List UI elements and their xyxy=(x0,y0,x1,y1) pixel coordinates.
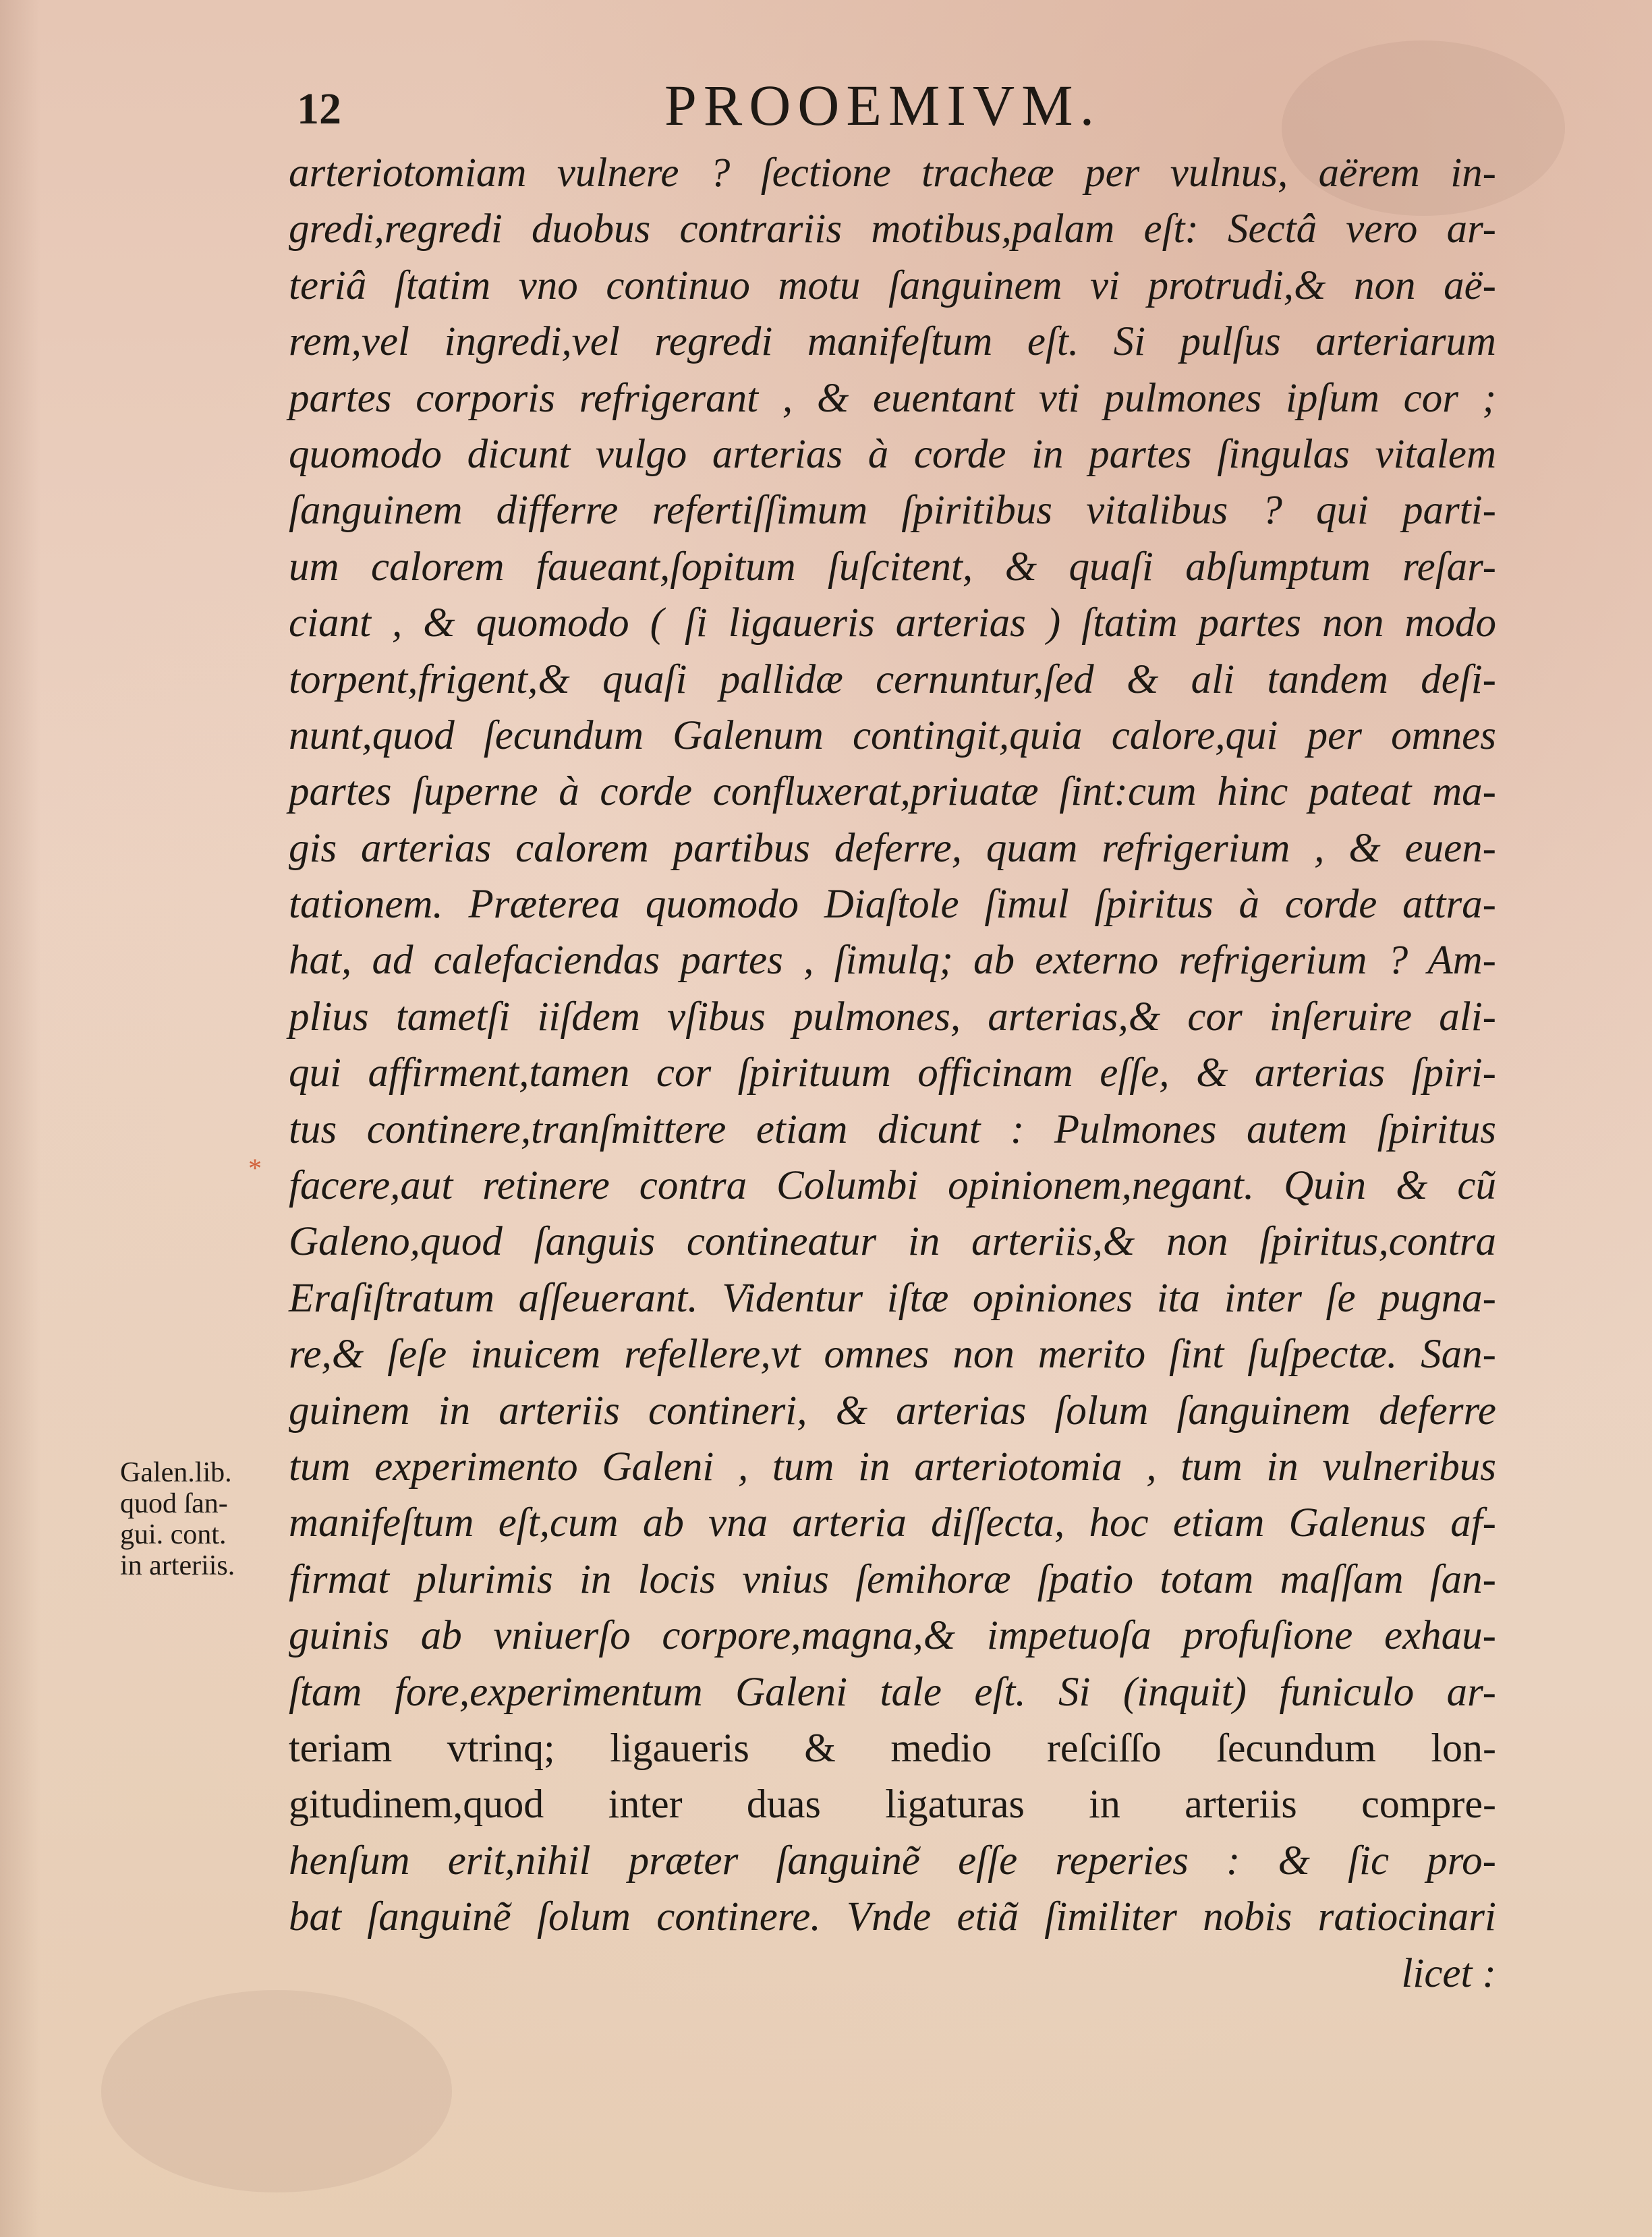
text-line: Eraſiſtratum aſſeuerant. Videntur iſtæ opiniones ita inter ſe pugna- xyxy=(289,1275,1496,1321)
text-line: qui affirment,tamen cor ſpirituum officinam eſſe, & arterias ſpiri- xyxy=(289,1050,1496,1096)
text-line: arteriotomiam vulnere ? ſectione tracheæ per vulnus, aërem in- xyxy=(289,150,1496,196)
text-line: ciant , & quomodo ( ſi ligaueris arterias ) ſtatim partes non modo xyxy=(289,600,1496,646)
page-number: 12 xyxy=(297,84,341,134)
running-head: PROOEMIVM. xyxy=(664,73,1102,138)
text-line: rem,vel ingredi,vel regredi manifeſtum eſt. Si pulſus arteriarum xyxy=(289,319,1496,365)
text-line: teriâ ſtatim vno continuo motu ſanguinem vi protrudi,& non aë- xyxy=(289,262,1496,308)
text-line: torpent,frigent,& quaſi pallidæ cernuntur,ſed & ali tandem deſi- xyxy=(289,656,1496,702)
text-line: ſanguinem differre refertiſſimum ſpiritibus vitalibus ? qui parti- xyxy=(289,488,1496,534)
paper-stain xyxy=(101,1990,452,2192)
text-line: facere,aut retinere contra Columbi opinionem,negant. Quin & cũ xyxy=(289,1163,1496,1209)
text-line: firmat plurimis in locis vnius ſemihoræ ſpatio totam maſſam ſan- xyxy=(289,1556,1496,1602)
marginal-asterisk-mark: * xyxy=(248,1153,262,1183)
text-line: guinis ab vniuerſo corpore,magna,& impetuoſa profuſione exhau- xyxy=(289,1613,1496,1659)
marginal-note-line: in arteriis. xyxy=(120,1550,235,1581)
text-line: um calorem faueant,ſopitum ſuſcitent, & quaſi abſumptum reſar- xyxy=(289,544,1496,590)
gutter-shadow xyxy=(0,0,40,2237)
text-line: partes ſuperne à corde confluxerat,priuatæ ſint:cum hinc pateat ma- xyxy=(289,769,1496,815)
marginal-note-line: gui. cont. xyxy=(120,1519,227,1550)
text-line: ſtam fore,experimentum Galeni tale eſt. Si (inquit) funiculo ar- xyxy=(289,1669,1496,1715)
marginal-note-line: quod ſan- xyxy=(120,1488,228,1519)
text-line: gitudinem,quod inter duas ligaturas in arteriis compre- xyxy=(289,1782,1496,1827)
text-line: re,& ſeſe inuicem refellere,vt omnes non merito ſint ſuſpectæ. San- xyxy=(289,1332,1496,1378)
text-line: Galeno,quod ſanguis contineatur in arteriis,& non ſpiritus,contra xyxy=(289,1219,1496,1265)
text-line: manifeſtum eſt,cum ab vna arteria diſſecta, hoc etiam Galenus af- xyxy=(289,1500,1496,1546)
text-line: hat, ad calefaciendas partes , ſimulq; ab externo refrigerium ? Am- xyxy=(289,938,1496,984)
text-line: henſum erit,nihil præter ſanguinẽ eſſe reperies : & ſic pro- xyxy=(289,1838,1496,1884)
text-line: gis arterias calorem partibus deferre, quam refrigerium , & euen- xyxy=(289,825,1496,871)
text-line: bat ſanguinẽ ſolum continere. Vnde etiã ſimiliter nobis ratiocinari xyxy=(289,1894,1496,1940)
marginal-note xyxy=(120,1457,289,1581)
text-line: nunt,quod ſecundum Galenum contingit,quia calore,qui per omnes xyxy=(289,712,1496,758)
text-line: teriam vtrinq; ligaueris & medio reſciſſo ſecundum lon- xyxy=(289,1725,1496,1770)
text-line: tus continere,tranſmittere etiam dicunt : Pulmones autem ſpiritus xyxy=(289,1106,1496,1152)
text-line: gredi,regredi duobus contrariis motibus,palam eſt: Sectâ vero ar- xyxy=(289,206,1496,252)
text-line: partes corporis refrigerant , & euentant vti pulmones ipſum cor ; xyxy=(289,375,1496,421)
text-line: tationem. Præterea quomodo Diaſtole ſimul ſpiritus à corde attra- xyxy=(289,882,1496,928)
text-line: quomodo dicunt vulgo arterias à corde in partes ſingulas vitalem xyxy=(289,431,1496,477)
catchword: licet : xyxy=(1401,1950,1496,1996)
body-text xyxy=(289,145,1496,2002)
text-line: guinem in arteriis contineri, & arterias ſolum ſanguinem deferre xyxy=(289,1388,1496,1434)
marginal-note-line: Galen.lib. xyxy=(120,1457,232,1488)
text-line: tum experimento Galeni , tum in arteriotomia , tum in vulneribus xyxy=(289,1444,1496,1490)
text-line: plius tametſi iiſdem vſibus pulmones, arterias,& cor inſeruire ali- xyxy=(289,994,1496,1040)
